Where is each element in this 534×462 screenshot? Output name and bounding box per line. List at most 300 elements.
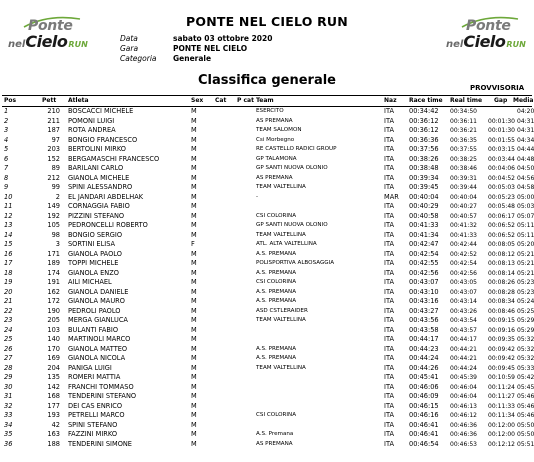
table-row xyxy=(0,345,534,355)
table-row xyxy=(0,145,534,155)
cell-pett: 177 xyxy=(47,401,60,410)
cell-race-time: 00:43:10 xyxy=(409,287,439,296)
cell-naz: ITA xyxy=(384,430,394,438)
cell-race-time: 00:37:56 xyxy=(409,145,439,153)
cell-team: - xyxy=(256,193,259,200)
results-table xyxy=(0,107,534,449)
cell-real-time: 00:41:32 xyxy=(450,222,477,229)
cell-real-time: 00:43:14 xyxy=(450,298,477,305)
cell-sex: M xyxy=(191,373,197,381)
cell-gap: 00:03:44 xyxy=(488,155,515,163)
cell-atleta: FAZZINI MIRKO xyxy=(68,430,118,438)
cell-gap: 00:08:28 xyxy=(488,288,515,296)
cell-race-time: 00:46:16 xyxy=(409,411,439,419)
cell-pos: 2 xyxy=(4,116,9,125)
table-row xyxy=(0,411,534,421)
cell-race-time: 00:40:58 xyxy=(409,211,439,220)
cell-sex: M xyxy=(191,297,197,305)
cell-race-time: 00:43:16 xyxy=(409,297,439,305)
cell-pos: 35 xyxy=(4,430,13,438)
info-category-value: Generale xyxy=(173,54,212,63)
cell-atleta: PEDRONCELLI ROBERTO xyxy=(68,221,148,229)
table-row xyxy=(0,402,534,412)
cell-team: TEAM SALOMON xyxy=(256,127,302,133)
cell-naz: ITA xyxy=(384,154,394,163)
cell-pos: 34 xyxy=(4,420,13,429)
cell-team: POLISPORTIVA ALBOSAGGIA xyxy=(256,260,335,266)
cell-pett: 171 xyxy=(47,249,60,258)
cell-gap: 00:01:30 xyxy=(488,127,515,134)
cell-gap: 00:12:12 xyxy=(488,440,515,448)
cell-race-time: 00:43:56 xyxy=(409,316,439,324)
cell-pett: 192 xyxy=(47,211,60,220)
cell-race-time: 00:41:34 xyxy=(409,230,439,239)
cell-race-time: 00:44:17 xyxy=(409,335,439,343)
cell-race-time: 00:44:24 xyxy=(409,354,439,362)
cell-pos: 30 xyxy=(4,382,13,391)
cell-pos: 27 xyxy=(4,354,13,362)
cell-sex: M xyxy=(191,192,197,201)
cell-team: RE CASTELLO RADICI GROUP xyxy=(256,146,337,152)
table-row xyxy=(0,269,534,279)
cell-gap: 00:09:42 xyxy=(488,345,515,353)
cell-team: GP SANTI NUOVA OLONIO xyxy=(256,165,328,171)
cell-pett: 142 xyxy=(47,382,60,391)
cell-sex: M xyxy=(191,306,197,315)
cell-atleta: SPINI ALESSANDRO xyxy=(68,183,133,191)
cell-gap: 00:12:00 xyxy=(488,431,515,438)
cell-gap: 00:08:26 xyxy=(488,279,515,286)
cell-gap: 00:11:27 xyxy=(488,393,515,400)
cell-media: 04:31 xyxy=(517,127,534,134)
cell-media: 05:11 xyxy=(517,222,534,229)
cell-real-time: 00:42:56 xyxy=(450,269,477,277)
cell-pett: 149 xyxy=(47,202,60,210)
cell-atleta: MARTINOLI MARCO xyxy=(68,335,131,343)
cell-pos: 25 xyxy=(4,335,13,343)
col-team: Team xyxy=(256,97,274,104)
cell-pos: 14 xyxy=(4,230,13,239)
cell-naz: ITA xyxy=(384,211,394,220)
cell-gap: 00:05:48 xyxy=(488,203,515,210)
info-race-label: Gara xyxy=(120,44,139,53)
cell-naz: ITA xyxy=(384,420,394,429)
cell-naz: ITA xyxy=(384,240,394,248)
cell-team: ESERCITO xyxy=(256,108,284,114)
cell-gap: 00:11:33 xyxy=(488,402,515,410)
cell-naz: ITA xyxy=(384,183,394,191)
cell-pos: 31 xyxy=(4,392,13,400)
cell-pett: 152 xyxy=(47,154,60,163)
cell-pett: 172 xyxy=(47,297,60,305)
cell-gap: 00:08:46 xyxy=(488,307,515,315)
cell-atleta: BARILANI CARLO xyxy=(68,164,124,172)
cell-naz: ITA xyxy=(384,116,394,125)
cell-real-time: 00:40:27 xyxy=(450,203,477,210)
cell-pos: 33 xyxy=(4,411,13,419)
cell-pett: 168 xyxy=(47,392,60,400)
cell-naz: ITA xyxy=(384,297,394,305)
cell-pos: 7 xyxy=(4,164,9,172)
cell-team: AS PREMANA xyxy=(256,440,293,447)
cell-atleta: GIANOLA DANIELE xyxy=(68,287,129,296)
info-date-value: sabato 03 ottobre 2020 xyxy=(173,34,273,43)
table-row xyxy=(0,373,534,383)
cell-naz: ITA xyxy=(384,259,394,267)
table-row xyxy=(0,183,534,193)
cell-race-time: 00:43:58 xyxy=(409,325,439,334)
cell-media: 04:48 xyxy=(517,155,534,163)
cell-naz: ITA xyxy=(384,145,394,153)
cell-race-time: 00:43:07 xyxy=(409,278,439,286)
cell-gap: 00:05:03 xyxy=(488,184,515,191)
event-title: PONTE NEL CIELO RUN xyxy=(186,14,348,29)
cell-sex: M xyxy=(191,126,197,134)
cell-pett: 97 xyxy=(51,135,60,144)
cell-sex: M xyxy=(191,221,197,229)
cell-race-time: 00:38:48 xyxy=(409,164,439,172)
cell-race-time: 00:42:47 xyxy=(409,240,439,248)
cell-sex: M xyxy=(191,230,197,239)
cell-naz: ITA xyxy=(384,392,394,400)
cell-media: 04:50 xyxy=(517,165,534,172)
table-row xyxy=(0,202,534,212)
cell-team: AS PREMANA xyxy=(256,117,293,124)
cell-naz: ITA xyxy=(384,126,394,134)
cell-atleta: GIANOLA NICOLA xyxy=(68,354,126,362)
cell-race-time: 00:44:26 xyxy=(409,363,439,372)
cell-race-time: 00:39:45 xyxy=(409,183,439,191)
cell-atleta: SORTINI ELISA xyxy=(68,240,116,248)
cell-gap: 00:09:42 xyxy=(488,355,515,362)
cell-race-time: 00:46:41 xyxy=(409,420,439,429)
cell-naz: ITA xyxy=(384,382,394,391)
cell-race-time: 00:40:29 xyxy=(409,202,439,210)
cell-media: 05:32 xyxy=(517,355,534,362)
cell-pos: 3 xyxy=(4,126,9,134)
cell-race-time: 00:34:42 xyxy=(409,107,439,115)
cell-pos: 17 xyxy=(4,259,13,267)
logo-word-cielo: Cielo xyxy=(463,32,506,51)
cell-pos: 36 xyxy=(4,439,13,448)
table-row xyxy=(0,430,534,440)
cell-atleta: BERGAMASCHI FRANCESCO xyxy=(68,154,160,163)
cell-pett: 203 xyxy=(47,145,60,153)
cell-pett: 42 xyxy=(51,420,60,429)
cell-atleta: PEDROLI PAOLO xyxy=(68,306,121,315)
cell-gap: 00:09:45 xyxy=(488,364,515,372)
cell-naz: ITA xyxy=(384,306,394,315)
cell-media: 05:21 xyxy=(517,269,534,277)
cell-sex: F xyxy=(191,240,195,248)
cell-media: 05:33 xyxy=(517,364,534,372)
cell-pett: 105 xyxy=(47,221,60,229)
cell-race-time: 00:42:56 xyxy=(409,268,439,277)
cell-real-time: 00:42:52 xyxy=(450,250,477,258)
cell-race-time: 00:38:26 xyxy=(409,154,439,163)
cell-naz: ITA xyxy=(384,202,394,210)
cell-race-time: 00:41:33 xyxy=(409,221,439,229)
cell-race-time: 00:46:09 xyxy=(409,392,439,400)
cell-sex: M xyxy=(191,164,197,172)
col-cat: Cat xyxy=(215,97,227,104)
cell-naz: ITA xyxy=(384,249,394,258)
cell-real-time: 00:43:05 xyxy=(450,279,477,286)
table-row xyxy=(0,297,534,307)
cell-sex: M xyxy=(191,335,197,343)
cell-sex: M xyxy=(191,145,197,153)
cell-real-time: 00:42:44 xyxy=(450,241,477,248)
cell-pos: 12 xyxy=(4,211,13,220)
cell-real-time: 00:46:53 xyxy=(450,440,477,448)
cell-pos: 24 xyxy=(4,325,13,334)
cell-real-time: 00:43:07 xyxy=(450,288,477,296)
cell-sex: M xyxy=(191,116,197,125)
cell-sex: M xyxy=(191,183,197,191)
cell-sex: M xyxy=(191,211,197,220)
cell-team: CSI COLORINA xyxy=(256,279,297,285)
table-row xyxy=(0,335,534,345)
cell-pos: 5 xyxy=(4,145,9,153)
cell-team: A.S. PREMANA xyxy=(256,355,297,361)
cell-team: TEAM VALTELLINA xyxy=(256,231,306,238)
table-row xyxy=(0,440,534,450)
cell-gap: 00:11:34 xyxy=(488,412,515,419)
cell-real-time: 00:39:31 xyxy=(450,174,477,182)
table-row xyxy=(0,250,534,260)
logo-word-ponte: Ponte xyxy=(466,18,511,34)
cell-pett: 163 xyxy=(47,430,60,438)
cell-naz: ITA xyxy=(384,287,394,296)
cell-gap: 00:08:34 xyxy=(488,298,515,305)
cell-team: A.S. PREMANA xyxy=(256,298,297,304)
cell-real-time: 00:44:17 xyxy=(450,336,477,343)
cell-media: 05:42 xyxy=(517,374,534,381)
cell-real-time: 00:44:21 xyxy=(450,355,477,362)
cell-gap: 00:10:59 xyxy=(488,374,515,381)
col-sex: Sex xyxy=(191,97,204,104)
cell-naz: ITA xyxy=(384,354,394,362)
table-row xyxy=(0,288,534,298)
cell-sex: M xyxy=(191,363,197,372)
table-row xyxy=(0,307,534,317)
cell-team: ATL. ALTA VALTELLINA xyxy=(256,241,317,247)
table-row xyxy=(0,193,534,203)
cell-naz: ITA xyxy=(384,107,394,115)
cell-atleta: PETRELLI MARCO xyxy=(68,411,125,419)
cell-media: 05:29 xyxy=(517,326,534,334)
logo-word-cielo: Cielo xyxy=(25,32,68,51)
cell-gap: 00:04:52 xyxy=(488,174,515,182)
cell-pett: 170 xyxy=(47,344,60,353)
cell-sex: M xyxy=(191,154,197,163)
cell-gap: 00:09:15 xyxy=(488,317,515,324)
status-badge: PROVVISORIA xyxy=(470,84,525,92)
cell-real-time: 00:37:55 xyxy=(450,146,477,153)
cell-gap: 00:05:23 xyxy=(488,193,515,201)
cell-atleta: BONGIO SERGIO xyxy=(68,230,123,239)
logo-word-run: RUN xyxy=(68,40,88,49)
cell-real-time: 00:36:35 xyxy=(450,136,477,144)
cell-real-time: 00:43:57 xyxy=(450,326,477,334)
cell-sex: M xyxy=(191,354,197,362)
cell-pos: 21 xyxy=(4,297,13,305)
table-row xyxy=(0,354,534,364)
cell-sex: M xyxy=(191,325,197,334)
cell-gap: 00:03:15 xyxy=(488,146,515,153)
cell-real-time: 00:44:21 xyxy=(450,345,477,353)
cell-gap: 00:04:06 xyxy=(488,165,515,172)
cell-team: CSI COLORINA xyxy=(256,212,297,219)
cell-pos: 32 xyxy=(4,401,13,410)
cell-team: TEAM VALTELLINA xyxy=(256,184,306,190)
cell-sex: M xyxy=(191,392,197,400)
cell-sex: M xyxy=(191,401,197,410)
cell-team: Csi Morbegno xyxy=(256,136,295,143)
cell-real-time: 00:46:36 xyxy=(450,431,477,438)
cell-pett: 210 xyxy=(47,107,60,115)
event-info xyxy=(120,34,272,64)
cell-team: A.S. PREMANA xyxy=(256,250,297,257)
cell-pett: 212 xyxy=(47,173,60,182)
cell-atleta: BONGIO FRANCESCO xyxy=(68,135,138,144)
table-row xyxy=(0,231,534,241)
cell-real-time: 00:40:04 xyxy=(450,193,477,201)
col-media: Media xyxy=(513,97,534,104)
cell-media: 05:11 xyxy=(517,231,534,239)
cell-pos: 16 xyxy=(4,249,13,258)
cell-real-time: 00:43:54 xyxy=(450,317,477,324)
cell-naz: ITA xyxy=(384,411,394,419)
col-race-time: Race time xyxy=(409,97,443,104)
cell-sex: M xyxy=(191,411,197,419)
cell-naz: ITA xyxy=(384,278,394,286)
cell-gap: 00:08:12 xyxy=(488,250,515,258)
logo-word-run: RUN xyxy=(506,40,526,49)
cell-sex: M xyxy=(191,316,197,324)
cell-pos: 11 xyxy=(4,202,13,210)
cell-race-time: 00:36:12 xyxy=(409,126,439,134)
info-race-value: PONTE NEL CIELO xyxy=(173,44,248,53)
cell-gap: 00:01:55 xyxy=(488,136,515,144)
cell-atleta: GIANOLA MICHELE xyxy=(68,173,130,182)
cell-media: 04:58 xyxy=(517,184,534,191)
table-row xyxy=(0,117,534,127)
cell-race-time: 00:42:54 xyxy=(409,249,439,258)
cell-media: 04:44 xyxy=(517,146,534,153)
cell-media: 05:23 xyxy=(517,279,534,286)
cell-real-time: 00:36:21 xyxy=(450,127,477,134)
cell-naz: ITA xyxy=(384,401,394,410)
cell-race-time: 00:36:12 xyxy=(409,116,439,125)
cell-real-time: 00:45:39 xyxy=(450,374,477,381)
cell-real-time: 00:34:50 xyxy=(450,108,477,115)
cell-pos: 28 xyxy=(4,363,13,372)
cell-sex: M xyxy=(191,268,197,277)
cell-atleta: AILI MICHAEL xyxy=(68,278,112,286)
table-row xyxy=(0,221,534,231)
cell-sex: M xyxy=(191,439,197,448)
cell-pett: 103 xyxy=(47,325,60,334)
cell-media: 05:46 xyxy=(517,402,534,410)
col-pcat: P cat xyxy=(237,97,254,104)
cell-media: 04:31 xyxy=(517,117,534,125)
col-atleta: Atleta xyxy=(68,97,89,104)
cell-sex: M xyxy=(191,259,197,267)
table-row xyxy=(0,392,534,402)
cell-real-time: 00:36:11 xyxy=(450,117,477,125)
cell-team: TEAM VALTELLINA xyxy=(256,364,306,371)
cell-media: 04:20 xyxy=(517,108,534,115)
cell-atleta: POMONI LUIGI xyxy=(68,116,115,125)
cell-naz: ITA xyxy=(384,221,394,229)
cell-real-time: 00:43:26 xyxy=(450,307,477,315)
cell-real-time: 00:46:04 xyxy=(450,393,477,400)
cell-real-time: 00:46:04 xyxy=(450,383,477,391)
cell-race-time: 00:43:27 xyxy=(409,306,439,315)
cell-sex: M xyxy=(191,173,197,182)
cell-atleta: GIANOLA MAURO xyxy=(68,297,125,305)
cell-media: 05:03 xyxy=(517,203,534,210)
cell-pos: 8 xyxy=(4,173,9,182)
cell-team: GP TALAMONA xyxy=(256,155,297,162)
cell-media: 04:56 xyxy=(517,174,534,182)
cell-naz: ITA xyxy=(384,363,394,372)
cell-pett: 191 xyxy=(47,278,60,286)
cell-team: A.S. PREMANA xyxy=(256,345,297,352)
cell-pett: 140 xyxy=(47,335,60,343)
cell-real-time: 00:39:44 xyxy=(450,184,477,191)
logo-word-ponte: Ponte xyxy=(28,18,73,34)
cell-naz: ITA xyxy=(384,135,394,144)
cell-pett: 89 xyxy=(51,164,60,172)
table-row xyxy=(0,278,534,288)
cell-atleta: GIANOLA ENZO xyxy=(68,268,119,277)
cell-team: A.S. PREMANA xyxy=(256,269,297,276)
cell-pett: 188 xyxy=(47,439,60,448)
cell-race-time: 00:40:04 xyxy=(409,192,439,201)
cell-sex: M xyxy=(191,202,197,210)
cell-media: 05:29 xyxy=(517,317,534,324)
cell-team: AS PREMANA xyxy=(256,174,293,181)
table-row xyxy=(0,126,534,136)
cell-real-time: 00:44:24 xyxy=(450,364,477,372)
cell-gap: 00:11:24 xyxy=(488,383,515,391)
cell-atleta: TENDERINI SIMONE xyxy=(68,439,132,448)
cell-pos: 1 xyxy=(4,107,9,115)
cell-naz: ITA xyxy=(384,164,394,172)
cell-pett: 98 xyxy=(51,230,60,239)
cell-pos: 22 xyxy=(4,306,13,315)
cell-gap: 00:12:00 xyxy=(488,421,515,429)
cell-pos: 15 xyxy=(4,240,13,248)
table-row xyxy=(0,326,534,336)
cell-media: 05:24 xyxy=(517,298,534,305)
cell-gap: 00:01:30 xyxy=(488,117,515,125)
cell-naz: ITA xyxy=(384,316,394,324)
cell-naz: ITA xyxy=(384,173,394,182)
info-category-label: Categoria xyxy=(120,54,157,63)
cell-sex: M xyxy=(191,287,197,296)
cell-media: 05:50 xyxy=(517,421,534,429)
cell-pett: 204 xyxy=(47,363,60,372)
cell-pett: 211 xyxy=(47,116,60,125)
cell-gap: 00:09:35 xyxy=(488,336,515,343)
cell-sex: M xyxy=(191,420,197,429)
col-naz: Naz xyxy=(384,97,397,104)
cell-naz: ITA xyxy=(384,373,394,381)
cell-atleta: GIANOLA PAOLO xyxy=(68,249,122,258)
